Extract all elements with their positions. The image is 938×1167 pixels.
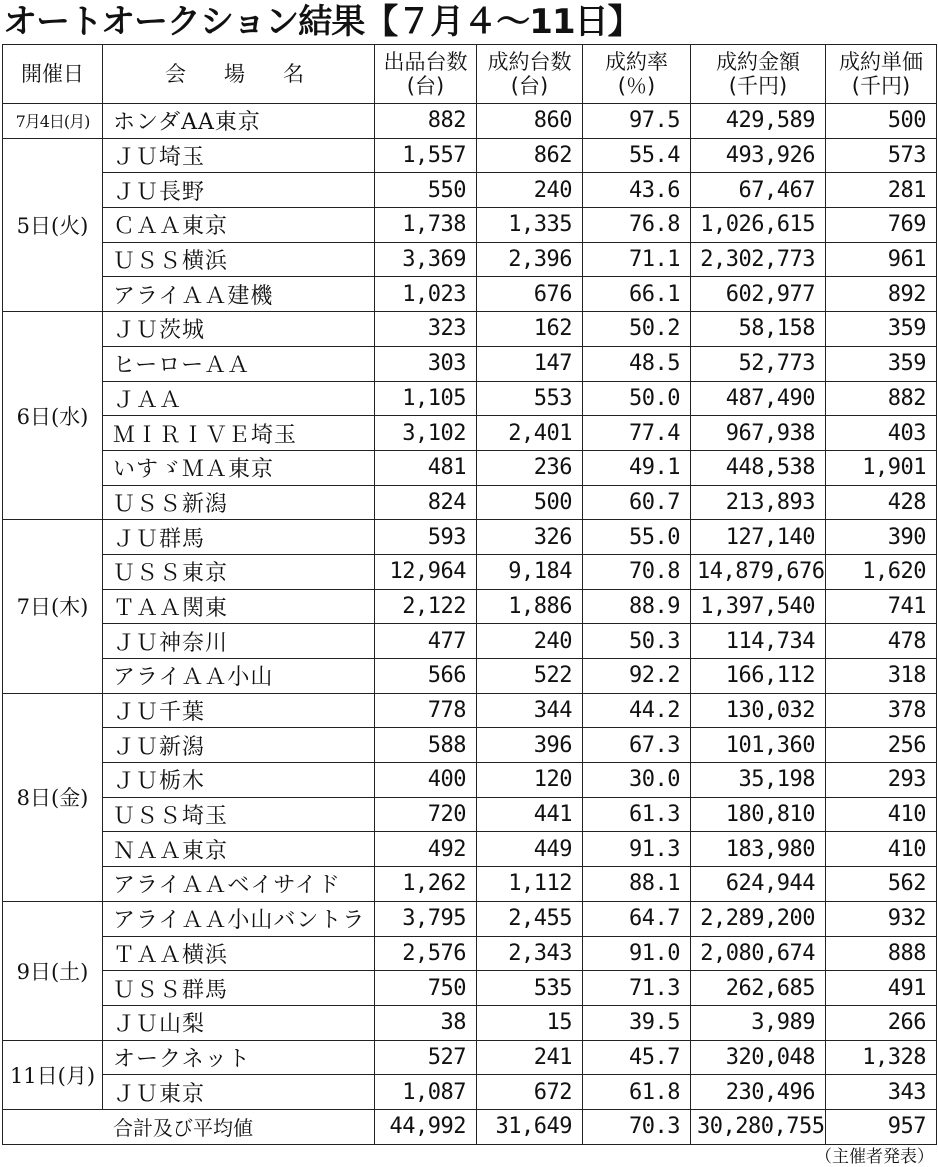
listed-cell: 323 xyxy=(375,312,477,347)
rate-cell: 67.3 xyxy=(583,728,691,763)
sold-cell: 860 xyxy=(477,104,583,139)
venue-cell: ＪＵ栃木 xyxy=(103,763,375,798)
rate-cell: 97.5 xyxy=(583,104,691,139)
amount-cell: 166,112 xyxy=(691,659,826,694)
amount-cell: 101,360 xyxy=(691,728,826,763)
unit-price-cell: 882 xyxy=(826,381,937,416)
sold-cell: 9,184 xyxy=(477,554,583,589)
listed-cell: 303 xyxy=(375,346,477,381)
unit-price-cell: 741 xyxy=(826,589,937,624)
sold-cell: 672 xyxy=(477,1075,583,1110)
listed-cell: 1,023 xyxy=(375,277,477,312)
total-row xyxy=(3,1109,937,1144)
rate-cell: 91.0 xyxy=(583,936,691,971)
header-sold: 成約台数 (台) xyxy=(477,45,583,104)
table-row xyxy=(3,728,937,763)
header-unit-price: 成約単価 (千円) xyxy=(826,45,937,104)
listed-cell: 3,102 xyxy=(375,416,477,451)
page-title: オートオークション結果【７月４～11日】 xyxy=(3,2,641,42)
amount-cell: 67,467 xyxy=(691,173,826,208)
venue-cell: ＣＡＡ東京 xyxy=(103,208,375,243)
rate-cell: 39.5 xyxy=(583,1005,691,1040)
amount-cell: 1,026,615 xyxy=(691,208,826,243)
venue-cell: ＪＵ千葉 xyxy=(103,693,375,728)
listed-cell: 720 xyxy=(375,797,477,832)
unit-price-cell: 932 xyxy=(826,901,937,936)
date-cell: 9日(土) xyxy=(3,901,103,1040)
sold-cell: 449 xyxy=(477,832,583,867)
total-listed: 44,992 xyxy=(375,1109,477,1144)
listed-cell: 593 xyxy=(375,520,477,555)
venue-cell: アライＡＡベイサイド xyxy=(103,867,375,902)
sold-cell: 553 xyxy=(477,381,583,416)
sold-cell: 1,886 xyxy=(477,589,583,624)
amount-cell: 1,397,540 xyxy=(691,589,826,624)
listed-cell: 566 xyxy=(375,659,477,694)
unit-price-cell: 403 xyxy=(826,416,937,451)
rate-cell: 45.7 xyxy=(583,1040,691,1075)
venue-cell: ＴＡＡ関東 xyxy=(103,589,375,624)
sold-cell: 535 xyxy=(477,971,583,1006)
unit-price-cell: 1,328 xyxy=(826,1040,937,1075)
unit-price-cell: 428 xyxy=(826,485,937,520)
sold-cell: 1,112 xyxy=(477,867,583,902)
date-cell: 11日(月) xyxy=(3,1040,103,1109)
amount-cell: 52,773 xyxy=(691,346,826,381)
unit-price-cell: 281 xyxy=(826,173,937,208)
listed-cell: 3,369 xyxy=(375,242,477,277)
venue-cell: ＪＵ埼玉 xyxy=(103,138,375,173)
amount-cell: 320,048 xyxy=(691,1040,826,1075)
table-row xyxy=(3,520,937,555)
header-listed: 出品台数 (台) xyxy=(375,45,477,104)
unit-price-cell: 961 xyxy=(826,242,937,277)
sold-cell: 326 xyxy=(477,520,583,555)
sold-cell: 240 xyxy=(477,173,583,208)
header-row xyxy=(3,45,937,104)
unit-price-cell: 888 xyxy=(826,936,937,971)
table-row xyxy=(3,971,937,1006)
unit-price-cell: 266 xyxy=(826,1005,937,1040)
unit-price-cell: 343 xyxy=(826,1075,937,1110)
unit-price-cell: 378 xyxy=(826,693,937,728)
table-body xyxy=(3,104,937,1110)
unit-price-cell: 1,620 xyxy=(826,554,937,589)
rate-cell: 71.3 xyxy=(583,971,691,1006)
unit-price-cell: 359 xyxy=(826,312,937,347)
listed-cell: 2,576 xyxy=(375,936,477,971)
unit-price-cell: 1,901 xyxy=(826,450,937,485)
venue-cell: オークネット xyxy=(103,1040,375,1075)
amount-cell: 429,589 xyxy=(691,104,826,139)
listed-cell: 1,738 xyxy=(375,208,477,243)
venue-cell: ホンダAA東京 xyxy=(103,104,375,139)
amount-cell: 3,989 xyxy=(691,1005,826,1040)
listed-cell: 824 xyxy=(375,485,477,520)
table-row xyxy=(3,138,937,173)
unit-price-cell: 573 xyxy=(826,138,937,173)
date-cell: 7日(木) xyxy=(3,520,103,693)
venue-cell: ＮＡＡ東京 xyxy=(103,832,375,867)
sold-cell: 1,335 xyxy=(477,208,583,243)
venue-cell: ＴＡＡ横浜 xyxy=(103,936,375,971)
sold-cell: 15 xyxy=(477,1005,583,1040)
amount-cell: 624,944 xyxy=(691,867,826,902)
rate-cell: 66.1 xyxy=(583,277,691,312)
listed-cell: 12,964 xyxy=(375,554,477,589)
table-row xyxy=(3,1075,937,1110)
table-row xyxy=(3,312,937,347)
listed-cell: 527 xyxy=(375,1040,477,1075)
amount-cell: 2,080,674 xyxy=(691,936,826,971)
listed-cell: 400 xyxy=(375,763,477,798)
amount-cell: 58,158 xyxy=(691,312,826,347)
table-row xyxy=(3,346,937,381)
unit-price-cell: 390 xyxy=(826,520,937,555)
venue-cell: ＵＳＳ横浜 xyxy=(103,242,375,277)
sold-cell: 2,396 xyxy=(477,242,583,277)
venue-cell: ＵＳＳ埼玉 xyxy=(103,797,375,832)
total-sold: 31,649 xyxy=(477,1109,583,1144)
listed-cell: 2,122 xyxy=(375,589,477,624)
unit-price-cell: 478 xyxy=(826,624,937,659)
rate-cell: 92.2 xyxy=(583,659,691,694)
header-venue: 会場名 xyxy=(103,45,375,104)
venue-cell: アライＡＡ小山バントラ xyxy=(103,901,375,936)
unit-price-cell: 500 xyxy=(826,104,937,139)
sold-cell: 676 xyxy=(477,277,583,312)
rate-cell: 76.8 xyxy=(583,208,691,243)
listed-cell: 492 xyxy=(375,832,477,867)
venue-cell: ＪＵ新潟 xyxy=(103,728,375,763)
venue-cell: ＵＳＳ群馬 xyxy=(103,971,375,1006)
amount-cell: 2,302,773 xyxy=(691,242,826,277)
rate-cell: 61.3 xyxy=(583,797,691,832)
amount-cell: 183,980 xyxy=(691,832,826,867)
venue-cell: アライＡＡ小山 xyxy=(103,659,375,694)
listed-cell: 750 xyxy=(375,971,477,1006)
sold-cell: 500 xyxy=(477,485,583,520)
rate-cell: 30.0 xyxy=(583,763,691,798)
venue-cell: アライＡＡ建機 xyxy=(103,277,375,312)
table-row xyxy=(3,867,937,902)
table-row xyxy=(3,104,937,139)
table-row xyxy=(3,450,937,485)
sold-cell: 441 xyxy=(477,797,583,832)
unit-price-cell: 769 xyxy=(826,208,937,243)
rate-cell: 70.8 xyxy=(583,554,691,589)
rate-cell: 50.0 xyxy=(583,381,691,416)
sold-cell: 236 xyxy=(477,450,583,485)
amount-cell: 35,198 xyxy=(691,763,826,798)
table-row xyxy=(3,173,937,208)
amount-cell: 14,879,676 xyxy=(691,554,826,589)
total-label: 合計及び平均値 xyxy=(3,1109,375,1144)
table-row xyxy=(3,763,937,798)
table-row xyxy=(3,554,937,589)
unit-price-cell: 410 xyxy=(826,832,937,867)
header-rate: 成約率 (％) xyxy=(583,45,691,104)
table-row xyxy=(3,832,937,867)
sold-cell: 162 xyxy=(477,312,583,347)
table-row xyxy=(3,381,937,416)
rate-cell: 48.5 xyxy=(583,346,691,381)
total-unit-price: 957 xyxy=(826,1109,937,1144)
rate-cell: 44.2 xyxy=(583,693,691,728)
amount-cell: 230,496 xyxy=(691,1075,826,1110)
listed-cell: 1,087 xyxy=(375,1075,477,1110)
listed-cell: 778 xyxy=(375,693,477,728)
sold-cell: 147 xyxy=(477,346,583,381)
sold-cell: 344 xyxy=(477,693,583,728)
rate-cell: 88.9 xyxy=(583,589,691,624)
amount-cell: 262,685 xyxy=(691,971,826,1006)
venue-cell: いすゞＭＡ東京 xyxy=(103,450,375,485)
sold-cell: 862 xyxy=(477,138,583,173)
table-row xyxy=(3,242,937,277)
venue-cell: ＭＩＲＩＶＥ埼玉 xyxy=(103,416,375,451)
rate-cell: 77.4 xyxy=(583,416,691,451)
sold-cell: 2,343 xyxy=(477,936,583,971)
table-row xyxy=(3,208,937,243)
amount-cell: 967,938 xyxy=(691,416,826,451)
table-row xyxy=(3,936,937,971)
amount-cell: 127,140 xyxy=(691,520,826,555)
amount-cell: 114,734 xyxy=(691,624,826,659)
table-row xyxy=(3,485,937,520)
venue-cell: ＪＵ長野 xyxy=(103,173,375,208)
listed-cell: 477 xyxy=(375,624,477,659)
amount-cell: 487,490 xyxy=(691,381,826,416)
header-amount: 成約金額 (千円) xyxy=(691,45,826,104)
amount-cell: 602,977 xyxy=(691,277,826,312)
amount-cell: 180,810 xyxy=(691,797,826,832)
date-cell: 5日(火) xyxy=(3,138,103,311)
venue-cell: ＪＵ群馬 xyxy=(103,520,375,555)
sold-cell: 2,401 xyxy=(477,416,583,451)
table-row xyxy=(3,659,937,694)
rate-cell: 71.1 xyxy=(583,242,691,277)
sold-cell: 120 xyxy=(477,763,583,798)
table-row xyxy=(3,1005,937,1040)
sold-cell: 240 xyxy=(477,624,583,659)
sold-cell: 396 xyxy=(477,728,583,763)
sold-cell: 2,455 xyxy=(477,901,583,936)
date-cell: 8日(金) xyxy=(3,693,103,901)
listed-cell: 1,262 xyxy=(375,867,477,902)
amount-cell: 2,289,200 xyxy=(691,901,826,936)
listed-cell: 1,105 xyxy=(375,381,477,416)
unit-price-cell: 359 xyxy=(826,346,937,381)
amount-cell: 448,538 xyxy=(691,450,826,485)
rate-cell: 43.6 xyxy=(583,173,691,208)
sold-cell: 241 xyxy=(477,1040,583,1075)
unit-price-cell: 293 xyxy=(826,763,937,798)
amount-cell: 493,926 xyxy=(691,138,826,173)
table-row xyxy=(3,901,937,936)
header-date: 開催日 xyxy=(3,45,103,104)
listed-cell: 3,795 xyxy=(375,901,477,936)
venue-cell: ＪＵ神奈川 xyxy=(103,624,375,659)
date-cell: 6日(水) xyxy=(3,312,103,520)
table-row xyxy=(3,797,937,832)
total-amount: 30,280,755 xyxy=(691,1109,826,1144)
table-row xyxy=(3,1040,937,1075)
venue-cell: ＪＵ山梨 xyxy=(103,1005,375,1040)
sold-cell: 522 xyxy=(477,659,583,694)
listed-cell: 550 xyxy=(375,173,477,208)
amount-cell: 213,893 xyxy=(691,485,826,520)
listed-cell: 588 xyxy=(375,728,477,763)
rate-cell: 61.8 xyxy=(583,1075,691,1110)
venue-cell: ＪＡＡ xyxy=(103,381,375,416)
listed-cell: 38 xyxy=(375,1005,477,1040)
listed-cell: 1,557 xyxy=(375,138,477,173)
table-row xyxy=(3,624,937,659)
table-row xyxy=(3,416,937,451)
venue-cell: ＵＳＳ東京 xyxy=(103,554,375,589)
rate-cell: 88.1 xyxy=(583,867,691,902)
venue-cell: ＪＵ東京 xyxy=(103,1075,375,1110)
rate-cell: 49.1 xyxy=(583,450,691,485)
rate-cell: 55.4 xyxy=(583,138,691,173)
date-cell: 7月4日(月) xyxy=(3,104,103,139)
unit-price-cell: 892 xyxy=(826,277,937,312)
rate-cell: 91.3 xyxy=(583,832,691,867)
unit-price-cell: 562 xyxy=(826,867,937,902)
unit-price-cell: 491 xyxy=(826,971,937,1006)
venue-cell: ＵＳＳ新潟 xyxy=(103,485,375,520)
unit-price-cell: 410 xyxy=(826,797,937,832)
unit-price-cell: 318 xyxy=(826,659,937,694)
table-row xyxy=(3,693,937,728)
rate-cell: 50.3 xyxy=(583,624,691,659)
venue-cell: ヒーローＡＡ xyxy=(103,346,375,381)
auction-results-table xyxy=(2,44,937,1145)
rate-cell: 50.2 xyxy=(583,312,691,347)
total-rate: 70.3 xyxy=(583,1109,691,1144)
rate-cell: 64.7 xyxy=(583,901,691,936)
rate-cell: 60.7 xyxy=(583,485,691,520)
source-note: （主催者発表） xyxy=(815,1147,934,1167)
amount-cell: 130,032 xyxy=(691,693,826,728)
listed-cell: 882 xyxy=(375,104,477,139)
rate-cell: 55.0 xyxy=(583,520,691,555)
venue-cell: ＪＵ茨城 xyxy=(103,312,375,347)
listed-cell: 481 xyxy=(375,450,477,485)
table-row xyxy=(3,277,937,312)
table-row xyxy=(3,589,937,624)
unit-price-cell: 256 xyxy=(826,728,937,763)
